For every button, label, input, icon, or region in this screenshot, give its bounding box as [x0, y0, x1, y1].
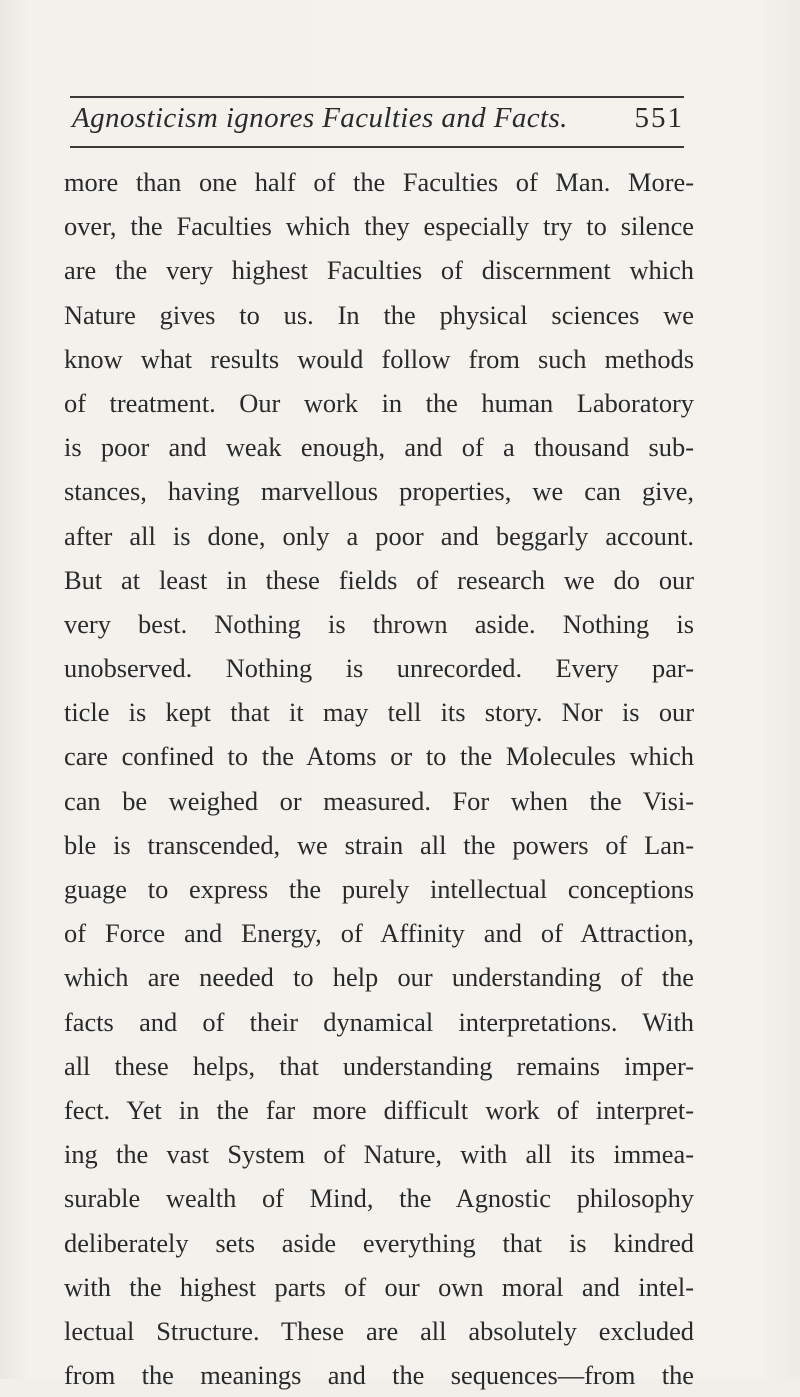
- text-line: with the highest parts of our own moral and intel-: [64, 1271, 694, 1302]
- text-line: Nature gives to us. In the physical sciences we: [64, 299, 694, 330]
- text-line: facts and of their dynamical interpretations. With: [64, 1006, 694, 1037]
- page-number: 551: [634, 102, 684, 134]
- text-line: surable wealth of Mind, the Agnostic philosophy: [64, 1183, 694, 1214]
- body-text: [64, 160, 694, 1397]
- text-line: guage to express the purely intellectual conceptions: [64, 874, 694, 904]
- text-line: more than one half of the Faculties of Man. More-: [64, 167, 694, 197]
- text-line: care confined to the Atoms or to the Molecules which: [64, 741, 694, 772]
- header-rule-top: [70, 96, 684, 98]
- text-line: know what results would follow from such methods: [64, 343, 694, 374]
- running-title: Agnosticism ignores Faculties and Facts.: [72, 102, 568, 134]
- text-line: unobserved. Nothing is unrecorded. Every par-: [64, 653, 694, 684]
- text-line: can be weighed or measured. For when the Visi-: [64, 785, 694, 816]
- text-line: ing the vast System of Nature, with all its immea-: [64, 1139, 694, 1170]
- text-line: is poor and weak enough, and of a thousand sub-: [64, 432, 694, 463]
- text-line: over, the Faculties which they especially try to silence: [64, 211, 694, 242]
- text-line: ticle is kept that it may tell its story. Nor is our: [64, 697, 694, 728]
- text-line: fect. Yet in the far more difficult work of interpret-: [64, 1094, 694, 1125]
- text-line: lectual Structure. These are all absolutely excluded: [64, 1315, 694, 1346]
- text-line: are the very highest Faculties of discernment which: [64, 255, 694, 286]
- text-line: which are needed to help our understanding of the: [64, 962, 694, 993]
- text-line: from the meanings and the sequences—from the: [64, 1360, 694, 1391]
- text-line: very best. Nothing is thrown aside. Nothing is: [64, 608, 694, 639]
- text-line: of Force and Energy, of Affinity and of Attraction,: [64, 918, 694, 949]
- page-header: [70, 100, 690, 144]
- text-line: stances, having marvellous properties, we can give,: [64, 476, 694, 507]
- text-line: after all is done, only a poor and beggarly account.: [64, 520, 694, 551]
- header-rule-bottom: [70, 146, 684, 148]
- text-line: of treatment. Our work in the human Laboratory: [64, 387, 694, 418]
- text-line: ble is transcended, we strain all the powers of Lan-: [64, 829, 694, 860]
- text-line: all these helps, that understanding remains imper-: [64, 1050, 694, 1081]
- text-line: deliberately sets aside everything that is kindred: [64, 1227, 694, 1258]
- text-line: But at least in these fields of research we do our: [64, 564, 694, 595]
